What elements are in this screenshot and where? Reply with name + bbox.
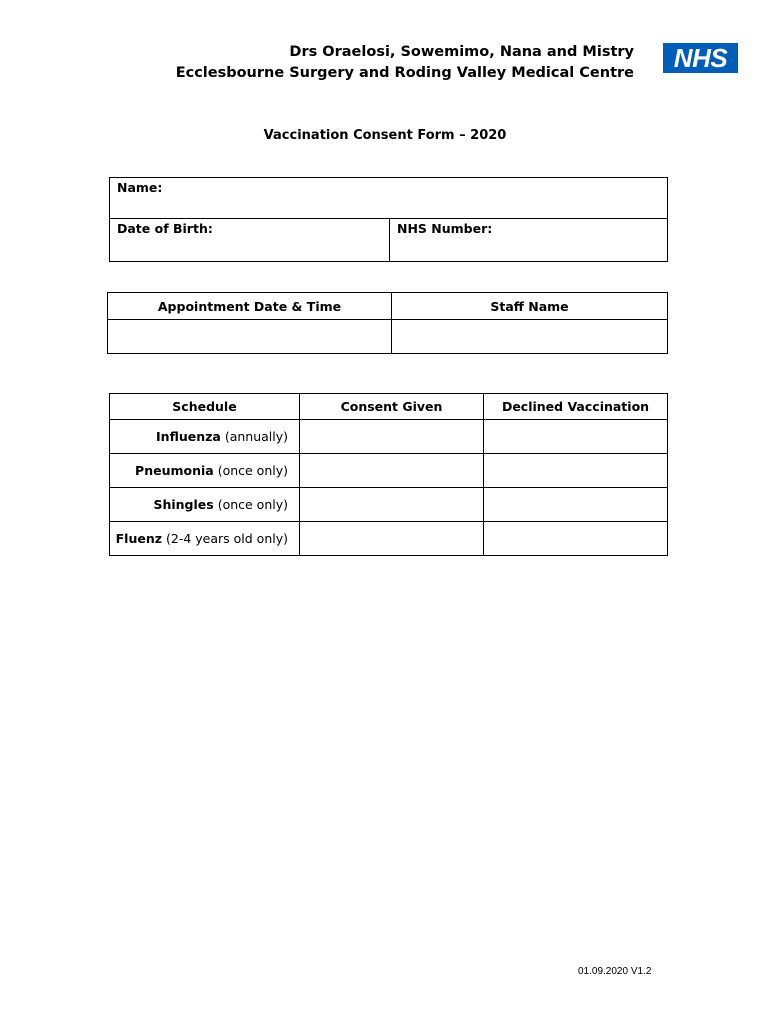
table-row (110, 420, 668, 454)
declined-vaccination-header: Declined Vaccination (484, 394, 668, 420)
vaccine-name: Influenza (annually) (110, 420, 300, 454)
consent-given-cell[interactable] (300, 454, 484, 488)
nhs-number-field[interactable] (390, 219, 668, 262)
name-label: Name: (117, 180, 163, 195)
version-footer: 01.09.2020 V1.2 (578, 966, 652, 977)
dob-label: Date of Birth: (117, 221, 213, 236)
consent-given-cell[interactable] (300, 488, 484, 522)
form-title: Vaccination Consent Form – 2020 (263, 128, 507, 143)
table-row (110, 488, 668, 522)
patient-details-table (109, 177, 668, 262)
vaccine-name: Shingles (once only) (110, 488, 300, 522)
consent-given-header: Consent Given (300, 394, 484, 420)
vaccine-name: Fluenz (2-4 years old only) (110, 522, 300, 556)
staff-name-header: Staff Name (392, 293, 668, 320)
practice-header (74, 42, 634, 84)
vaccine-name: Pneumonia (once only) (110, 454, 300, 488)
declined-cell[interactable] (484, 522, 668, 556)
schedule-header: Schedule (110, 394, 300, 420)
table-row (110, 522, 668, 556)
appointment-date-header: Appointment Date & Time (108, 293, 392, 320)
practice-surgeries: Ecclesbourne Surgery and Roding Valley Medical Centre (175, 65, 634, 81)
declined-cell[interactable] (484, 420, 668, 454)
consent-given-cell[interactable] (300, 522, 484, 556)
practice-doctors: Drs Oraelosi, Sowemimo, Nana and Mistry (289, 44, 634, 60)
name-field[interactable] (110, 178, 668, 219)
consent-given-cell[interactable] (300, 420, 484, 454)
declined-cell[interactable] (484, 454, 668, 488)
nhs-logo: NHS (663, 43, 738, 73)
appointment-table (107, 292, 668, 354)
schedule-table (109, 393, 668, 556)
declined-cell[interactable] (484, 488, 668, 522)
nhs-number-label: NHS Number: (397, 221, 493, 236)
appointment-date-field[interactable] (108, 320, 392, 354)
dob-field[interactable] (110, 219, 390, 262)
staff-name-field[interactable] (392, 320, 668, 354)
table-row (110, 454, 668, 488)
